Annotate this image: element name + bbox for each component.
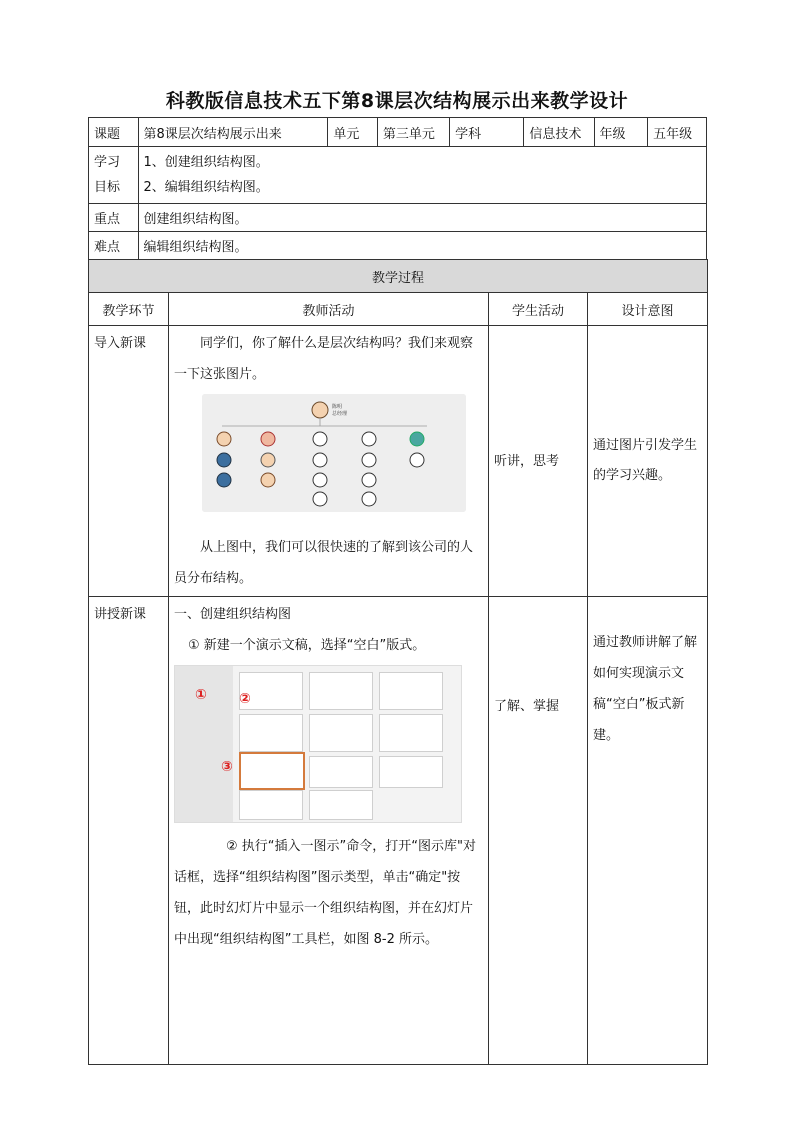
org-chart-image bbox=[174, 394, 483, 524]
goals-label-line2: 目标 bbox=[94, 180, 121, 195]
avatar bbox=[313, 473, 327, 487]
layout-thumb bbox=[379, 756, 443, 788]
stage-cell: 导入新课 bbox=[89, 326, 169, 597]
avatar bbox=[313, 432, 327, 446]
table-row bbox=[89, 326, 708, 597]
step-two: ② 执行“插入一图示”命令，打开“图示库"对话框，选择“组织结构图”图示类型，单击“确定"按钮，此时幻灯片中显示一个组织结构图，并在幻灯片中出现“组织结构图”工具栏，如图 8-2 所示。 bbox=[174, 839, 476, 947]
unit-label: 单元 bbox=[328, 118, 378, 147]
avatar bbox=[217, 432, 231, 446]
teacher-cell bbox=[169, 597, 489, 1065]
goal-item: 1、创建组织结构图。 bbox=[143, 155, 269, 170]
intent-cell: 通过教师讲解了解如何实现演示文稿“空白”板式新建。 bbox=[588, 597, 708, 1065]
column-header: 学生活动 bbox=[489, 293, 588, 326]
intent-cell: 通过图片引发学生的学习兴趣。 bbox=[588, 326, 708, 597]
difficult-value: 编辑组织结构图。 bbox=[138, 232, 706, 260]
topic-value: 第8课层次结构展示出来 bbox=[138, 118, 328, 147]
avatar bbox=[313, 492, 327, 506]
avatar bbox=[217, 453, 231, 467]
grade-value: 五年级 bbox=[648, 118, 707, 147]
goals-label-line1: 学习 bbox=[94, 155, 121, 170]
column-header: 设计意图 bbox=[588, 293, 708, 326]
section-heading: 一、创建组织结构图 bbox=[174, 607, 292, 622]
key-value: 创建组织结构图。 bbox=[138, 204, 706, 232]
marker-2: ② bbox=[239, 691, 251, 707]
org-top-title: 总经理 bbox=[332, 411, 348, 417]
teacher-cell bbox=[169, 326, 489, 597]
student-cell: 听讲，思考 bbox=[489, 326, 588, 597]
avatar bbox=[217, 473, 231, 487]
column-header: 教师活动 bbox=[169, 293, 489, 326]
avatar bbox=[410, 432, 424, 446]
layout-thumb bbox=[239, 714, 303, 752]
info-table bbox=[88, 117, 707, 260]
process-heading: 教学过程 bbox=[89, 260, 708, 293]
layout-thumb bbox=[379, 672, 443, 710]
subject-value: 信息技术 bbox=[524, 118, 594, 147]
stage-cell: 讲授新课 bbox=[89, 597, 169, 1065]
process-table bbox=[88, 259, 708, 1065]
student-cell: 了解、掌握 bbox=[489, 597, 588, 1065]
goals-label bbox=[89, 147, 139, 204]
avatar bbox=[312, 402, 328, 418]
document-title: 科教版信息技术五下第8课层次结构展示出来教学设计 bbox=[165, 90, 629, 112]
grade-label: 年级 bbox=[594, 118, 648, 147]
marker-1: ① bbox=[195, 687, 207, 703]
ppt-layout-picture bbox=[174, 665, 462, 823]
goal-item: 2、编辑组织结构图。 bbox=[143, 180, 269, 195]
subject-label: 学科 bbox=[450, 118, 524, 147]
ppt-layout-image bbox=[174, 665, 483, 823]
org-chart-picture bbox=[202, 394, 466, 512]
unit-value: 第三单元 bbox=[377, 118, 449, 147]
teacher-paragraph: 同学们，你了解什么是层次结构吗？我们来观察一下这张图片。 bbox=[174, 336, 474, 382]
topic-label: 课题 bbox=[89, 118, 139, 147]
layout-thumb-blank bbox=[239, 752, 305, 790]
avatar bbox=[261, 473, 275, 487]
layout-thumb bbox=[309, 756, 373, 788]
avatar bbox=[261, 453, 275, 467]
layout-thumb bbox=[379, 714, 443, 752]
key-label: 重点 bbox=[89, 204, 139, 232]
layout-thumb bbox=[309, 714, 373, 752]
avatar bbox=[261, 432, 275, 446]
table-row bbox=[89, 597, 708, 1065]
avatar bbox=[362, 453, 376, 467]
goals-value bbox=[138, 147, 706, 204]
step-one: ① 新建一个演示文稿，选择“空白”版式。 bbox=[188, 638, 426, 653]
avatar bbox=[313, 453, 327, 467]
teacher-paragraph: 从上图中，我们可以很快速的了解到该公司的人员分布结构。 bbox=[174, 540, 474, 586]
avatar bbox=[410, 453, 424, 467]
layout-thumb bbox=[239, 790, 303, 820]
layout-thumb bbox=[309, 790, 373, 820]
marker-3: ③ bbox=[221, 759, 233, 775]
layout-thumb bbox=[309, 672, 373, 710]
org-top-name: 陈明 bbox=[332, 404, 343, 410]
avatar bbox=[362, 473, 376, 487]
difficult-label: 难点 bbox=[89, 232, 139, 260]
avatar bbox=[362, 492, 376, 506]
avatar bbox=[362, 432, 376, 446]
column-header: 教学环节 bbox=[89, 293, 169, 326]
